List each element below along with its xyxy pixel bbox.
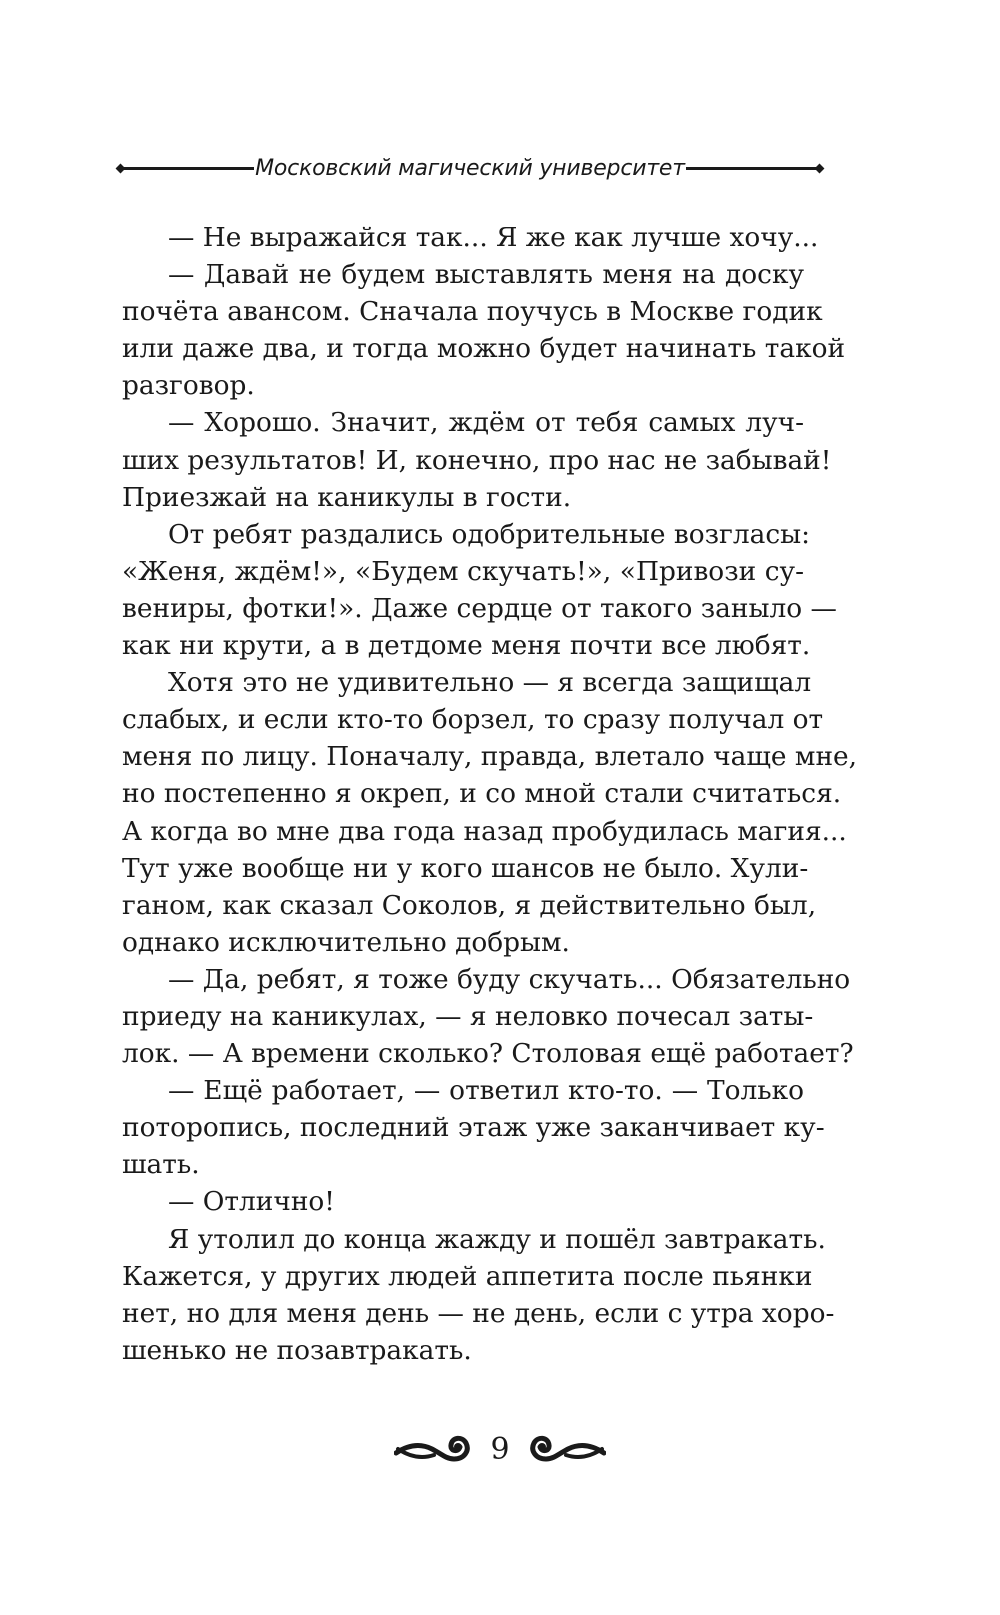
text-line: разговор. (122, 370, 255, 402)
header-title: Московский магический университет (255, 155, 685, 181)
text-line: но постепенно я окреп, и со мной стали считаться. (122, 778, 842, 810)
text-line: — Да, ребят, я тоже буду скучать... Обязательно (168, 963, 851, 995)
text-line: От ребят раздались одобрительные возгласы: (168, 518, 811, 550)
text-line: — Отлично! (168, 1186, 335, 1218)
page-footer (0, 1425, 1000, 1473)
text-line: почёта авансом. Сначала поучусь в Москве годик (122, 296, 823, 328)
text-line: ганом, как сказал Соколов, я действительно был, (122, 889, 817, 921)
text-line: — Давай не будем выставлять меня на доску (168, 259, 804, 291)
text-line: шенько не позавтракать. (122, 1334, 472, 1366)
body-text (122, 219, 858, 1369)
text-line: слабых, и если кто-то борзел, то сразу получал от (122, 704, 824, 736)
text-line: однако исключительно добрым. (122, 926, 570, 958)
text-line: вениры, фотки!». Даже сердце от такого заныло — (122, 592, 837, 624)
text-line: как ни крути, а в детдоме меня почти все любят. (122, 630, 811, 662)
text-line: или даже два, и тогда можно будет начинать такой (122, 333, 846, 365)
text-line: Тут уже вообще ни у кого шансов не было. Хули- (122, 852, 809, 884)
text-line: поторопись, последний этаж уже заканчивает ку- (122, 1112, 825, 1144)
text-line: — Не выражайся так... Я же как лучше хочу... (168, 222, 819, 253)
swirl-ornament-right-icon (524, 1429, 606, 1469)
text-line: «Женя, ждём!», «Будем скучать!», «Привози су- (122, 555, 804, 587)
swirl-ornament-left-icon (394, 1429, 476, 1469)
page-number: 9 (490, 1431, 510, 1467)
running-header (120, 148, 820, 188)
text-line: Кажется, у других людей аппетита после пьянки (122, 1260, 813, 1292)
text-line: Приезжай на каникулы в гости. (122, 481, 572, 513)
text-line: шать. (122, 1149, 200, 1181)
text-line: Я утолил до конца жажду и пошёл завтракать. (168, 1223, 826, 1255)
text-line: — Хорошо. Значит, ждём от тебя самых луч- (168, 407, 804, 439)
header-rule-left (120, 167, 254, 170)
text-line: приеду на каникулах, — я неловко почесал заты- (122, 1000, 814, 1032)
text-line: Хотя это не удивительно — я всегда защищал (168, 667, 812, 699)
header-rule-right (686, 167, 820, 170)
text-line: А когда во мне два года назад пробудилась магия... (122, 815, 847, 847)
text-line: ших результатов! И, конечно, про нас не забывай! (122, 444, 832, 476)
text-line: лок. — А времени сколько? Столовая ещё работает? (122, 1038, 854, 1070)
text-line: — Ещё работает, — ответил кто-то. — Только (168, 1075, 804, 1107)
text-line: нет, но для меня день — не день, если с утра хоро- (122, 1297, 835, 1329)
text-line: меня по лицу. Поначалу, правда, влетало чаще мне, (122, 741, 858, 773)
